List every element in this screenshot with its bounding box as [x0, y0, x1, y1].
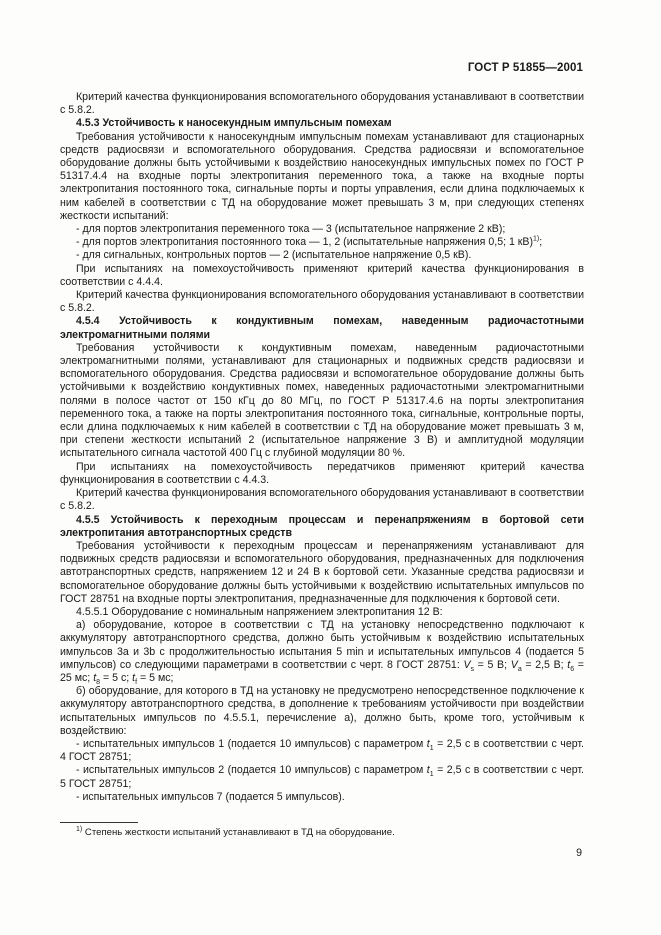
footnote: $^{1)}$ Степень жесткости испытаний устанавливают в ТД на оборудование. [76, 825, 395, 838]
list-item: - для сигнальных, контрольных портов — 2 (испытательное напряжение 0,5 кВ). [76, 249, 472, 262]
footnote-ref: 1) [533, 235, 540, 243]
paragraph: Требования устойчивости к переходным процессам и перенапряжениям устанавливают для подвижных средств радиосвязи и вспомогательного оборудования, предназначенных для подключения автотранспортных средств, напряжением 12 и 24 В к бортовой сети. Указанные средства радиосвязи и вспомогательное оборудование должны быть устойчивыми к воздействию испытательных импульсов по ГОСТ 28751 на входные порты электропитания, предназначенные для подключения к бортовой сети. [60, 539, 584, 605]
paragraph: При испытаниях на помехоустойчивость передатчиков применяют критерий качества функционирования в соответствии с 4.4.3. [60, 460, 584, 486]
list-item: - испытательных импульсов 7 (подается 5 импульсов). [76, 790, 345, 803]
list-item: - для портов электропитания переменного тока — 3 (испытательное напряжение 2 кВ); [76, 223, 506, 236]
list-item: - для портов электропитания постоянного тока — 1, 2 (испытательные напряжения 0,5; 1 кВ)$^{1)}$; [76, 235, 543, 249]
list-item: - испытательных импульсов 1 (подается 10 импульсов) с параметром $t_1 = 2,5$ с в соответствии с черт. 4 ГОСТ 28751; [60, 737, 584, 764]
footnote-divider [60, 822, 138, 823]
paragraph: 4.5.5.1 Оборудование с номинальным напряжением электропитания 12 В: [76, 605, 443, 618]
paragraph: Требования устойчивости к наносекундным импульсным помехам устанавливают для стационарных средств радиосвязи и вспомогательного оборудования. Средства радиосвязи и вспомогательное оборудование должны быть устойчивыми к воздействию наносекундных импульсных помех по ГОСТ Р 51317.4.4 на входные порты электропитания переменного тока, а также на входные порты электропитания постоянного тока, сигнальные порты и порты управления, если длина подключаемых к ним кабелей в соответствии с ТД на оборудование может превышать 3 м, при следующих степенях жесткости испытаний: [60, 130, 584, 222]
paragraph: Критерий качества функционирования вспомогательного оборудования устанавливают в соответствии с 5.8.2. [60, 289, 584, 315]
document-body [60, 91, 584, 804]
section-heading-4-5-5: 4.5.5 Устойчивость к переходным процессам и перенапряжениям в бортовой сети электропитания автотранспортных средств [60, 513, 584, 539]
list-item-b: б) оборудование, для которого в ТД на установку не предусмотрено непосредственное подключение к аккумулятору автотранспортного средства, в дополнение к требованиям устойчивости при воздействии испытательных импульсов по 4.5.5.1, перечисление а), должно быть, кроме того, устойчивым к воздействию: [60, 685, 584, 737]
paragraph: При испытаниях на помехоустойчивость применяют критерий качества функционирования в соответствии с 4.4.4. [60, 262, 584, 288]
paragraph: Критерий качества функционирования вспомогательного оборудования устанавливают в соответствии с 5.8.2. [60, 91, 584, 117]
page-number: 9 [576, 847, 582, 859]
paragraph: Требования устойчивости к кондуктивным помехам, наведенным радиочастотными электромагнитными полями, устанавливают для стационарных и подвижных средств радиосвязи и вспомогательного оборудования. Средства радиосвязи и вспомогательное оборудование должны быть устойчивыми к воздействию кондуктивных помех, наведенных радиочастотными электромагнитными полями в полосе частот от 150 кГц до 80 МГц, по ГОСТ Р 51317.4.6 на порты электропитания переменного тока, а также на порты электропитания постоянного тока, сигнальные, контрольные порты, если длина подключаемых к ним кабелей в соответствии с ТД на оборудование может превышать 3 м, при степени жесткости испытаний 2 (испытательное напряжение 3 В) и амплитудной модуляции испытательного сигнала частотой 400 Гц с глубиной модуляции 80 %. [60, 341, 584, 460]
document-code-header: ГОСТ Р 51855—2001 [467, 62, 583, 74]
paragraph: Критерий качества функционирования вспомогательного оборудования устанавливают в соответствии с 5.8.2. [60, 487, 584, 513]
footnote-mark: 1) [76, 825, 83, 833]
section-heading-4-5-3: 4.5.3 Устойчивость к наносекундным импульсным помехам [76, 117, 392, 130]
section-heading-4-5-4: 4.5.4 Устойчивость к кондуктивным помехам, наведенным радиочастотными электромагнитными полями [60, 315, 584, 341]
list-item: - испытательных импульсов 2 (подается 10 импульсов) с параметром $t_1 = 2,5$ с в соответствии с черт. 5 ГОСТ 28751; [60, 764, 584, 790]
list-item-a: а) оборудование, которое в соответствии с ТД на установку непосредственно подключают к аккумулятору автотранспортного средства, должно быть устойчивым к воздействию испытательных импульсов 3а и 3b с продолжительностью испытания 5 min и испытательных импульсов 4 (подается 5 импульсов) со следующими параметрами в соответствии с черт. 8 ГОСТ 28751: $V_s = 5$ В; $V_a = 2,5$ В; $t_6 = 25$ мс; $t_8 = 5$ с; $t_f = 5$ мс; [60, 619, 584, 687]
